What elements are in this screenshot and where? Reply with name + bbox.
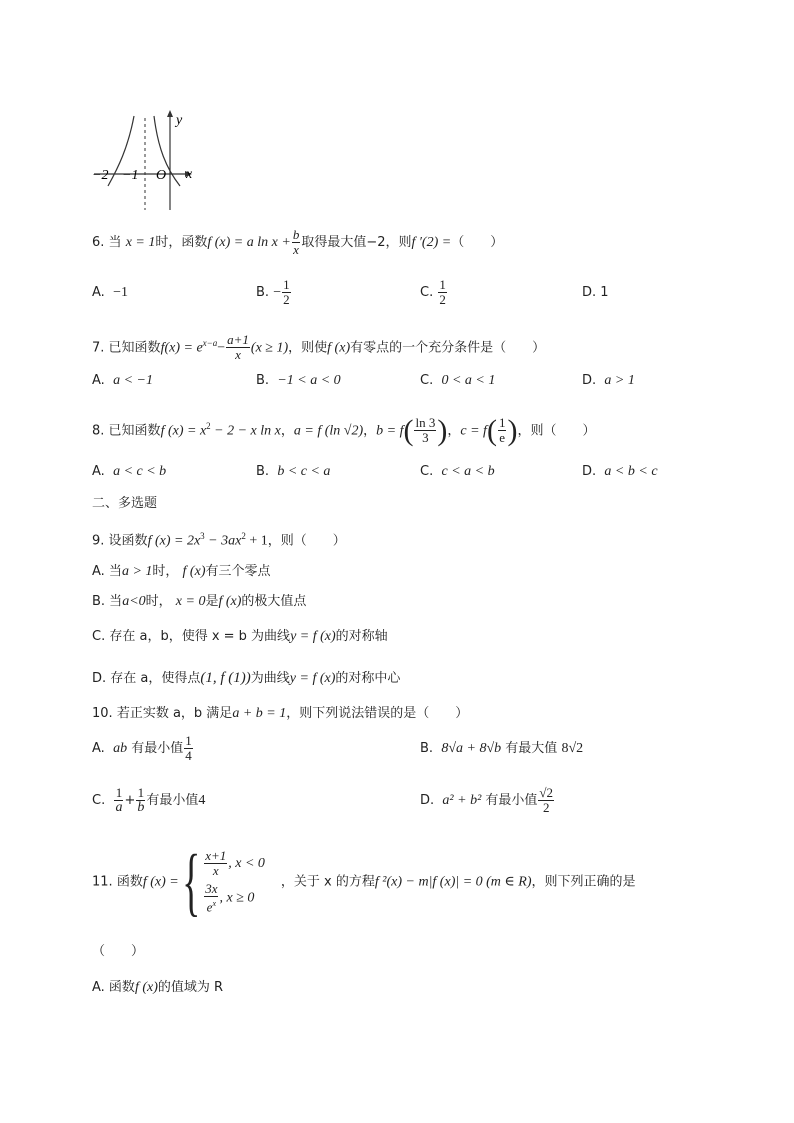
- q10-c-num-1: 1: [115, 785, 123, 800]
- q10-a-text: 有最小值: [131, 741, 184, 756]
- q7-func-c: f (x): [327, 340, 351, 356]
- q6-x-eq: x = 1: [125, 235, 156, 250]
- q11-a-text-2: 的值域为 R: [157, 980, 224, 995]
- q6-text-a: 当: [108, 235, 126, 250]
- q6-d-value: 1: [600, 285, 609, 300]
- q7-b-value: −1 < a < 0: [277, 373, 341, 388]
- q9-stem: [92, 528, 346, 549]
- tick-label-neg2: −2: [92, 168, 109, 183]
- q10-d-frac: [538, 786, 554, 815]
- q7-a-value: a < −1: [113, 373, 153, 388]
- q11-case1-num: x+1: [205, 848, 227, 864]
- q8-c-den: e: [499, 430, 506, 446]
- q10-c-label: C.: [92, 793, 106, 808]
- q9-text-b: ，则（ ）: [267, 533, 346, 549]
- q11-case1-cond: , x < 0: [228, 856, 265, 872]
- q8-c-frac: [498, 416, 507, 445]
- q11-case2-den: e: [206, 899, 213, 915]
- q7-stem: [92, 328, 545, 363]
- q7-option-d[interactable]: [582, 373, 635, 389]
- q8-d-label: D.: [582, 464, 597, 479]
- q6-a-label: A.: [92, 285, 105, 300]
- q7-option-c[interactable]: [420, 373, 495, 389]
- q7-option-b[interactable]: [256, 373, 341, 389]
- q10-b-math: 8√a + 8√b: [441, 741, 502, 756]
- q7-c-label: C.: [420, 373, 434, 388]
- q6-a-value: −1: [113, 285, 128, 300]
- q9-a-text: A. 当: [92, 564, 122, 579]
- q11-func: f (x) =: [142, 874, 179, 890]
- q6-deriv: f ′(2) =: [411, 235, 452, 250]
- q10-d-math: a² + b²: [442, 793, 482, 808]
- q10-d-label: D.: [420, 793, 435, 808]
- q6-d-label: D.: [582, 285, 597, 300]
- q10-c-num-2: 1: [137, 785, 145, 800]
- q11-paren: （ ）: [92, 944, 145, 959]
- q8-c-value: c < a < b: [441, 464, 495, 479]
- q11-a-text: A. 函数: [92, 980, 135, 995]
- q7-d-value: a > 1: [604, 373, 635, 388]
- q8-b-frac: [414, 416, 436, 445]
- q6-b-num: 1: [283, 277, 290, 292]
- q10-stem: [92, 706, 468, 722]
- q8-b-def: b = f: [376, 423, 404, 439]
- q8-b-den: 3: [422, 430, 429, 446]
- q11-option-a[interactable]: [92, 980, 223, 996]
- q8-text-end: ，则（ ）: [517, 423, 596, 439]
- q8-b-num: ln 3: [415, 415, 436, 431]
- q6-option-b[interactable]: [256, 276, 292, 310]
- q9-a-text-2: 时，: [152, 564, 179, 579]
- q7-exponent: x−a: [202, 338, 218, 348]
- tick-label-neg1: −1: [122, 168, 139, 183]
- q10-d-num: √2: [539, 785, 554, 800]
- q9-b-text-4: 的极大值点: [241, 594, 307, 609]
- q6-c-label: C.: [420, 285, 434, 300]
- q7-condition: (x ≥ 1): [250, 340, 289, 356]
- q8-option-a[interactable]: [92, 464, 166, 480]
- q7-func-b: (x) = e: [164, 340, 203, 356]
- q10-c-den-2: b: [137, 800, 145, 815]
- q11-number: 11.: [92, 874, 113, 890]
- q11-stem: 11. 函数f (x) ={ $\frac{x+1}{x}$ , x < 0 $\frac{3x}{e^x}$ , x ≥ 0 ，关于 x 的方程f ²(x) − m|f (x)| = 0 (m ∈ R)，则下列正确的是: [92, 840, 636, 924]
- q6-b-label: B.: [256, 285, 270, 300]
- q9-text-a: 设函数: [108, 533, 148, 549]
- q8-a-value: a < c < b: [113, 464, 167, 479]
- q11-a-math: f (x): [134, 980, 158, 995]
- q8-b-value: b < c < a: [277, 464, 331, 479]
- q10-b-label: B.: [420, 741, 434, 756]
- q10-b-text: 有最大值: [505, 741, 558, 756]
- q10-c-text: 有最小值: [146, 793, 199, 808]
- q10-text-b: ，则下列说法错误的是（ ）: [286, 706, 469, 721]
- q11-text-b: ，关于 x 的方程: [280, 874, 375, 890]
- q7-option-a[interactable]: [92, 373, 153, 389]
- q9-d-math-2: y = f (x): [289, 671, 336, 686]
- q6-c-den: 2: [439, 292, 446, 307]
- q11-case1-frac: [204, 849, 227, 878]
- q6-option-c[interactable]: [420, 276, 448, 310]
- q6-b-den: 2: [283, 292, 290, 307]
- q10-a-label: A.: [92, 741, 105, 756]
- q9-number: 9.: [92, 533, 105, 549]
- q7-text-a: 已知函数: [108, 340, 161, 356]
- q8-c-label: C.: [420, 464, 434, 479]
- q11-case2-frac: [204, 882, 218, 914]
- q8-comma-3: ，: [447, 423, 461, 439]
- q9-c-text-2: 的对称轴: [335, 629, 388, 644]
- function-graph: [88, 108, 208, 214]
- q10-text-a: 若正实数 a，b 满足: [116, 706, 233, 721]
- q10-number: 10.: [92, 706, 113, 721]
- q7-a-label: A.: [92, 373, 105, 388]
- q6-frac: [292, 228, 301, 257]
- origin-label: O: [156, 168, 167, 183]
- q9-a-text-3: 有三个零点: [205, 564, 271, 579]
- q8-comma-1: ，: [280, 423, 294, 439]
- q11-text-c: ，则下列正确的是: [531, 874, 636, 890]
- q7-frac-num: a+1: [227, 332, 249, 348]
- q6-c-num: 1: [439, 277, 446, 292]
- q11-cases: [203, 849, 265, 914]
- q6-frac-num: b: [292, 227, 300, 242]
- q9-b-math-2: x = 0: [175, 594, 206, 609]
- q8-a-label: A.: [92, 464, 105, 479]
- q8-c-def: c = f: [460, 423, 487, 439]
- q8-b-label: B.: [256, 464, 270, 479]
- q6-number: 6.: [92, 235, 105, 250]
- q6-b-frac: [282, 278, 291, 307]
- q7-frac: [226, 333, 250, 362]
- q7-text-b: ，则使: [288, 340, 328, 356]
- q9-b-math-1: a<0: [122, 594, 146, 609]
- q9-sup-1: 3: [200, 531, 205, 541]
- q10-a-math: ab: [113, 741, 128, 756]
- q9-b-math-3: f (x): [218, 594, 242, 609]
- q9-d-text: D. 存在 a，使得点: [92, 671, 201, 686]
- q10-option-c[interactable]: [92, 784, 205, 818]
- q9-mid: − 3ax: [204, 533, 242, 549]
- q9-c-math: y = f (x): [290, 629, 336, 644]
- q8-text-a: 已知函数: [108, 423, 161, 439]
- q6-b-sign: −: [273, 285, 282, 300]
- q6-paren: （ ）: [451, 235, 504, 250]
- q8-option-b[interactable]: [256, 464, 330, 480]
- q6-text-c: 时，函数: [155, 235, 208, 250]
- q7-func-a: f: [160, 340, 165, 356]
- section-heading: 二、多选题: [92, 496, 158, 511]
- q8-d-value: a < b < c: [604, 464, 658, 479]
- q9-func: f (x) = 2x: [147, 533, 201, 549]
- q8-option-c[interactable]: [420, 464, 495, 480]
- x-axis-label: x: [186, 167, 193, 182]
- q9-a-math-1: a > 1: [121, 564, 153, 579]
- q7-b-label: B.: [256, 373, 270, 388]
- q8-sup: 2: [206, 421, 211, 431]
- q11-case2-sup: x: [212, 899, 217, 909]
- q9-option-c[interactable]: [92, 629, 388, 645]
- q10-c-frac-1: [114, 786, 123, 815]
- q9-b-text-3: 是: [205, 594, 219, 609]
- q7-d-label: D.: [582, 373, 597, 388]
- q10-d-den: 2: [542, 800, 550, 815]
- q10-b-value: 8√2: [561, 741, 584, 756]
- q9-option-b[interactable]: [92, 594, 306, 610]
- q6-frac-den: x: [293, 242, 299, 257]
- q6-func: f (x) = a ln x +: [207, 235, 291, 250]
- q9-a-math-2: f (x): [182, 564, 206, 579]
- q8-func-rest: − 2 − x ln x: [210, 423, 281, 439]
- q8-c-num: 1: [498, 415, 506, 431]
- q8-stem: 8. 已知函数f $(x) = x^2 - 2 - x$ ln x，a = f (ln √2)，b = f( $\frac{\ln 3}{3}$ )，c = f( $\frac{1}{e}$ )，则（ ）: [92, 413, 596, 447]
- q8-comma-2: ，: [363, 423, 377, 439]
- q11-case2-cond: , x ≥ 0: [219, 891, 255, 906]
- q6-stem: [92, 228, 503, 258]
- q6-c-frac: [438, 278, 447, 307]
- q9-d-text-2: 为曲线: [250, 671, 290, 686]
- q10-option-a[interactable]: [92, 732, 194, 766]
- q10-a-frac: [184, 734, 193, 763]
- q9-b-text-2: 时，: [145, 594, 172, 609]
- q7-text-c: 有零点的一个充分条件是（ ）: [350, 340, 546, 356]
- q10-d-text: 有最小值: [485, 793, 538, 808]
- q9-option-a[interactable]: [92, 564, 271, 580]
- q11-text-a: 函数: [116, 874, 143, 890]
- q10-c-den-1: a: [115, 800, 123, 815]
- q10-a-den: 4: [185, 748, 192, 763]
- q9-sup-2: 2: [241, 531, 246, 541]
- q7-minus: −: [217, 340, 226, 356]
- q11-case2-num: 3x: [205, 881, 218, 897]
- q10-c-value: 4: [198, 793, 206, 808]
- q9-c-text: C. 存在 a，b，使得 x = b 为曲线: [92, 629, 291, 644]
- q10-c-plus: +: [124, 793, 136, 808]
- q10-option-b[interactable]: [420, 741, 583, 757]
- q9-d-text-3: 的对称中心: [335, 671, 401, 686]
- q8-func: f (x) = x: [160, 423, 207, 439]
- q6-option-a[interactable]: [92, 285, 128, 301]
- q10-option-d[interactable]: [420, 784, 555, 818]
- q9-b-text: B. 当: [92, 594, 123, 609]
- q10-a-num: 1: [185, 733, 192, 748]
- q9-option-d[interactable]: [92, 670, 400, 687]
- q8-option-d[interactable]: [582, 464, 658, 480]
- q6-text-d: 取得最大值−2，则: [301, 235, 412, 250]
- q7-c-value: 0 < a < 1: [441, 373, 496, 388]
- q6-option-d[interactable]: [582, 285, 609, 301]
- y-axis-label: y: [176, 113, 183, 128]
- q11-case1-den: x: [212, 863, 219, 879]
- q7-frac-den: x: [235, 347, 241, 363]
- q10-c-frac-2: [136, 786, 145, 815]
- q8-a-def: a = f (ln √2): [293, 423, 364, 439]
- q11-equation: f ²(x) − m|f (x)| = 0 (m ∈ R): [374, 874, 532, 890]
- q7-number: 7.: [92, 340, 105, 356]
- q8-number: 8.: [92, 423, 105, 439]
- q9-tail: + 1: [245, 533, 268, 549]
- q9-d-math: (1, f (1)): [200, 670, 251, 686]
- q10-condition: a + b = 1: [232, 706, 287, 721]
